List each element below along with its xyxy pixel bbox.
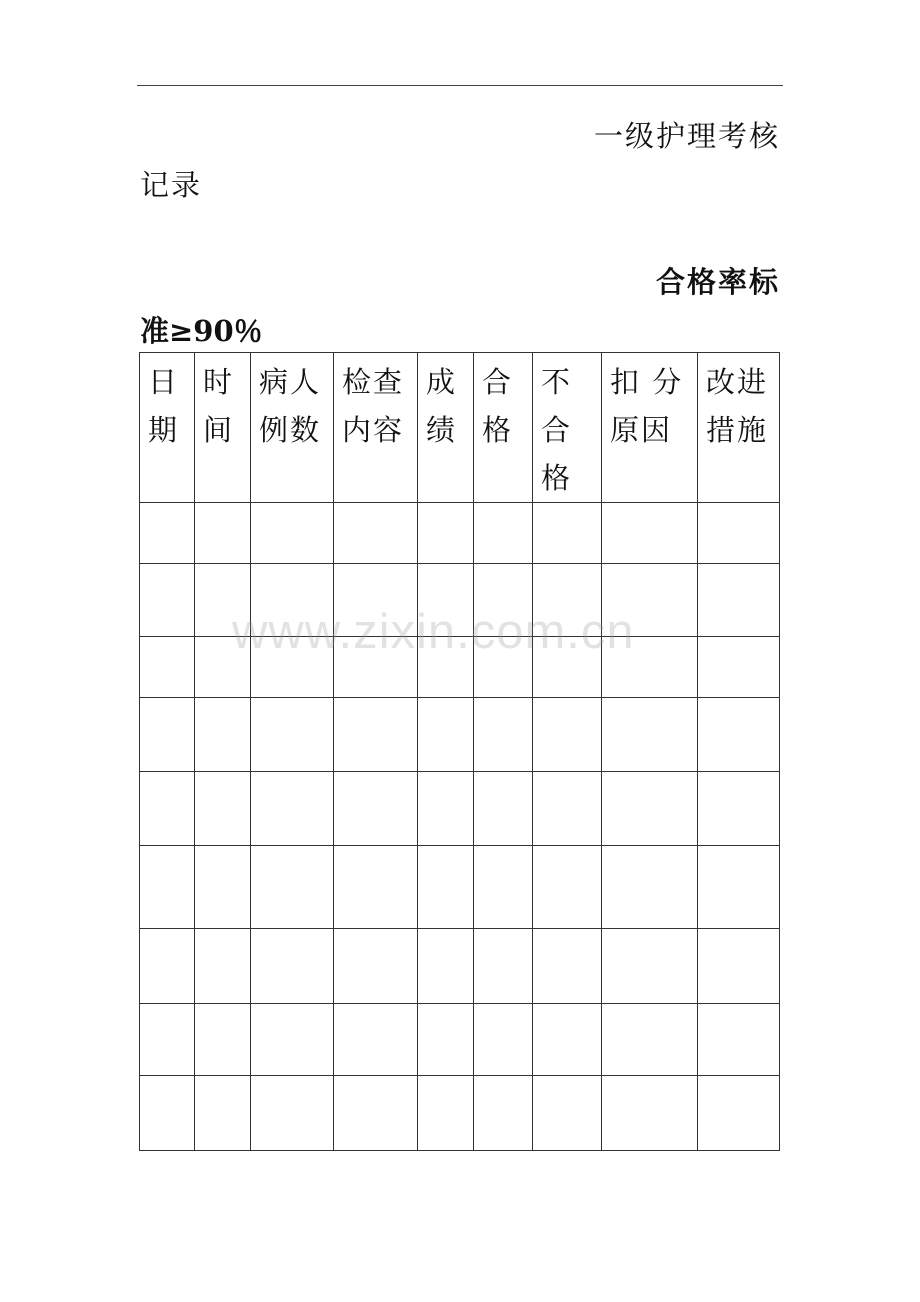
column-header-time: 时 间 [195,353,251,503]
table-cell [474,698,533,772]
table-cell [195,1004,251,1076]
column-header-improvement-measures: 改进 措施 [698,353,780,503]
table-cell [195,1076,251,1151]
table-cell [334,637,418,698]
table-cell [698,929,780,1004]
table-cell [474,929,533,1004]
table-cell [533,564,602,637]
table-cell [602,1076,698,1151]
table-cell [251,772,334,846]
table-cell [140,772,195,846]
table-row [140,637,780,698]
table-cell [251,1076,334,1151]
table-cell [698,846,780,929]
table-cell [334,564,418,637]
table-cell [698,564,780,637]
table-cell [602,637,698,698]
column-header-inspection-content: 检查 内容 [334,353,418,503]
table-cell [418,564,474,637]
table-cell [533,1076,602,1151]
table-row [140,772,780,846]
column-header-date: 日 期 [140,353,195,503]
column-header-score: 成 绩 [418,353,474,503]
table-cell [195,929,251,1004]
table-cell [140,637,195,698]
table-cell [140,1004,195,1076]
table-cell [533,772,602,846]
column-header-qualified: 合 格 [474,353,533,503]
table-cell [602,564,698,637]
table-cell [251,929,334,1004]
table-row [140,929,780,1004]
assessment-record-table [139,352,780,1151]
table-cell [251,1004,334,1076]
table-cell [474,503,533,564]
table-cell [602,1004,698,1076]
table-cell [195,846,251,929]
table-row [140,846,780,929]
table-cell [698,1076,780,1151]
table-cell [334,503,418,564]
table-cell [533,1004,602,1076]
column-header-deduction-reason: 扣 分 原因 [602,353,698,503]
table-cell [474,846,533,929]
document-title-line1: 一级护理考核 [593,119,780,153]
table-header-row [140,353,780,503]
table-cell [140,698,195,772]
table-cell [251,564,334,637]
table-cell [698,1004,780,1076]
table-cell [251,637,334,698]
header-rule [137,85,783,86]
table-cell [533,637,602,698]
table-cell [140,1076,195,1151]
table-row [140,503,780,564]
table-cell [334,772,418,846]
table-cell [334,929,418,1004]
table-cell [418,846,474,929]
table-cell [140,503,195,564]
table-cell [251,503,334,564]
table-cell [602,929,698,1004]
table-cell [334,846,418,929]
table-cell [698,698,780,772]
table-cell [195,637,251,698]
table-cell [474,772,533,846]
table-cell [418,929,474,1004]
table-cell [195,564,251,637]
table-cell [418,503,474,564]
table-cell [140,564,195,637]
table-cell [602,846,698,929]
table-cell [140,929,195,1004]
table-cell [334,1076,418,1151]
table-cell [418,637,474,698]
table-cell [698,637,780,698]
table-cell [698,772,780,846]
table-row [140,564,780,637]
table-cell [602,698,698,772]
table-cell [533,503,602,564]
table-cell [418,1004,474,1076]
pass-rate-standard-line2: 准≥90％ [140,314,263,348]
table-row [140,1076,780,1151]
table-cell [602,772,698,846]
table-cell [195,698,251,772]
table-row [140,1004,780,1076]
table-cell [418,772,474,846]
table-cell [474,1004,533,1076]
document-title-line2: 记录 [140,168,203,202]
table-cell [334,1004,418,1076]
pass-rate-standard-line1: 合格率标 [655,265,780,299]
table-cell [334,698,418,772]
table-cell [602,503,698,564]
table-cell [140,846,195,929]
table-cell [251,846,334,929]
column-header-patient-count: 病人 例数 [251,353,334,503]
table-cell [195,772,251,846]
table-cell [418,1076,474,1151]
table-cell [418,698,474,772]
table-cell [474,564,533,637]
table-cell [195,503,251,564]
watermark: www.zixin.com.cn [232,605,635,659]
table-cell [533,929,602,1004]
table-cell [533,846,602,929]
table-cell [474,637,533,698]
table-cell [698,503,780,564]
table-cell [474,1076,533,1151]
column-header-unqualified: 不 合 格 [533,353,602,503]
table-cell [251,698,334,772]
table-cell [533,698,602,772]
table-row [140,698,780,772]
